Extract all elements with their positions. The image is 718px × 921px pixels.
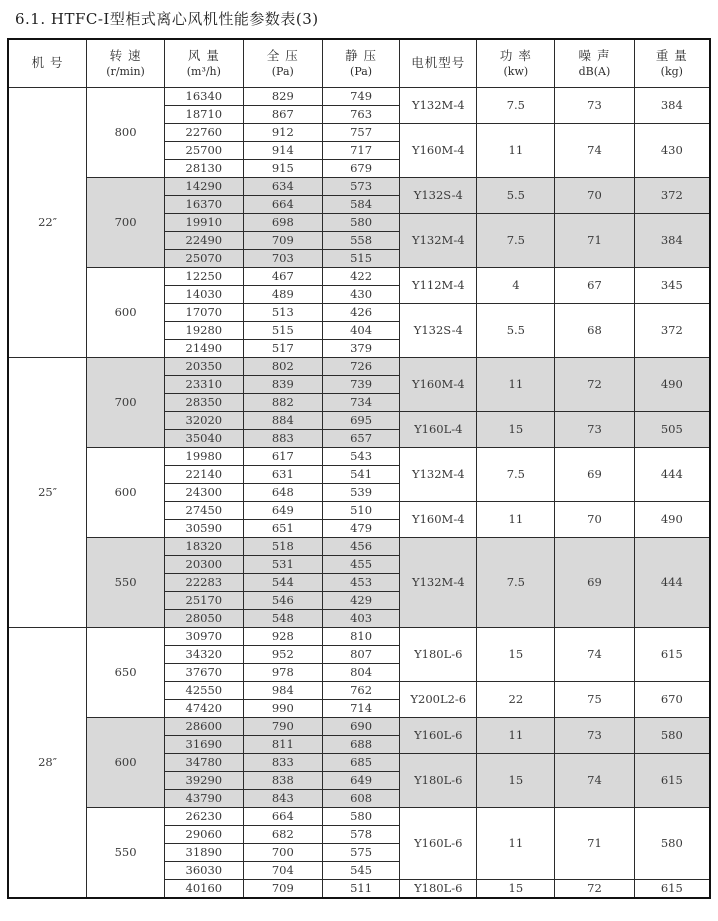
- header-unit: dB(A): [578, 65, 611, 79]
- col-header-static-pressure: [322, 39, 399, 87]
- speed-cell: 800: [87, 87, 165, 177]
- air-flow-cell: 16370: [165, 195, 244, 213]
- air-flow-cell: 21490: [165, 339, 244, 357]
- static-pressure-cell: 657: [322, 429, 399, 447]
- static-pressure-cell: 762: [322, 681, 399, 699]
- air-flow-cell: 35040: [165, 429, 244, 447]
- air-flow-cell: 32020: [165, 411, 244, 429]
- static-pressure-cell: 717: [322, 141, 399, 159]
- motor-model-cell: Y132M-4: [400, 537, 477, 627]
- air-flow-cell: 16340: [165, 87, 244, 105]
- weight-cell: 615: [634, 627, 710, 681]
- power-cell: 11: [477, 123, 555, 177]
- table-row: [8, 537, 710, 555]
- static-pressure-cell: 453: [322, 573, 399, 591]
- total-pressure-cell: 631: [243, 465, 322, 483]
- col-header-weight: [634, 39, 710, 87]
- power-cell: 15: [477, 753, 555, 807]
- total-pressure-cell: 709: [243, 879, 322, 898]
- motor-model-cell: Y112M-4: [400, 267, 477, 303]
- header-label: 噪 声: [578, 48, 611, 64]
- air-flow-cell: 25700: [165, 141, 244, 159]
- header-unit: (kg): [660, 65, 683, 79]
- total-pressure-cell: 649: [243, 501, 322, 519]
- total-pressure-cell: 790: [243, 717, 322, 735]
- total-pressure-cell: 990: [243, 699, 322, 717]
- motor-model-cell: Y132S-4: [400, 177, 477, 213]
- static-pressure-cell: 543: [322, 447, 399, 465]
- air-flow-cell: 47420: [165, 699, 244, 717]
- air-flow-cell: 43790: [165, 789, 244, 807]
- table-body: [8, 87, 710, 898]
- power-cell: 22: [477, 681, 555, 717]
- static-pressure-cell: 511: [322, 879, 399, 898]
- noise-cell: 74: [555, 123, 634, 177]
- total-pressure-cell: 546: [243, 591, 322, 609]
- air-flow-cell: 18320: [165, 537, 244, 555]
- speed-cell: 550: [87, 807, 165, 898]
- noise-cell: 74: [555, 753, 634, 807]
- header-unit: (Pa): [350, 65, 373, 79]
- fan-performance-table: [7, 38, 711, 899]
- total-pressure-cell: 914: [243, 141, 322, 159]
- motor-model-cell: Y180L-6: [400, 627, 477, 681]
- static-pressure-cell: 541: [322, 465, 399, 483]
- air-flow-cell: 34320: [165, 645, 244, 663]
- total-pressure-cell: 709: [243, 231, 322, 249]
- total-pressure-cell: 984: [243, 681, 322, 699]
- total-pressure-cell: 700: [243, 843, 322, 861]
- power-cell: 11: [477, 717, 555, 753]
- static-pressure-cell: 578: [322, 825, 399, 843]
- header-label: 功 率: [499, 48, 532, 64]
- static-pressure-cell: 807: [322, 645, 399, 663]
- total-pressure-cell: 704: [243, 861, 322, 879]
- air-flow-cell: 12250: [165, 267, 244, 285]
- static-pressure-cell: 573: [322, 177, 399, 195]
- power-cell: 4: [477, 267, 555, 303]
- weight-cell: 384: [634, 87, 710, 123]
- power-cell: 7.5: [477, 213, 555, 267]
- static-pressure-cell: 695: [322, 411, 399, 429]
- header-label: 风 量: [187, 48, 220, 64]
- air-flow-cell: 22140: [165, 465, 244, 483]
- motor-model-cell: Y160L-6: [400, 807, 477, 879]
- static-pressure-cell: 539: [322, 483, 399, 501]
- air-flow-cell: 20350: [165, 357, 244, 375]
- total-pressure-cell: 664: [243, 195, 322, 213]
- table-row: [8, 717, 710, 735]
- static-pressure-cell: 739: [322, 375, 399, 393]
- header-unit: (Pa): [271, 65, 294, 79]
- static-pressure-cell: 685: [322, 753, 399, 771]
- total-pressure-cell: 517: [243, 339, 322, 357]
- air-flow-cell: 39290: [165, 771, 244, 789]
- motor-model-cell: Y200L2-6: [400, 681, 477, 717]
- col-header-total-pressure: [243, 39, 322, 87]
- table-row: [8, 627, 710, 645]
- noise-cell: 75: [555, 681, 634, 717]
- air-flow-cell: 19980: [165, 447, 244, 465]
- total-pressure-cell: 811: [243, 735, 322, 753]
- static-pressure-cell: 545: [322, 861, 399, 879]
- col-header-power: [477, 39, 555, 87]
- static-pressure-cell: 426: [322, 303, 399, 321]
- weight-cell: 444: [634, 447, 710, 501]
- motor-model-cell: Y160M-4: [400, 357, 477, 411]
- static-pressure-cell: 679: [322, 159, 399, 177]
- static-pressure-cell: 430: [322, 285, 399, 303]
- total-pressure-cell: 698: [243, 213, 322, 231]
- table-row: [8, 807, 710, 825]
- noise-cell: 73: [555, 411, 634, 447]
- noise-cell: 70: [555, 177, 634, 213]
- noise-cell: 71: [555, 807, 634, 879]
- power-cell: 7.5: [477, 537, 555, 627]
- air-flow-cell: 31890: [165, 843, 244, 861]
- total-pressure-cell: 489: [243, 285, 322, 303]
- total-pressure-cell: 513: [243, 303, 322, 321]
- header-unit: (r/min): [106, 65, 145, 79]
- total-pressure-cell: 682: [243, 825, 322, 843]
- air-flow-cell: 28350: [165, 393, 244, 411]
- static-pressure-cell: 422: [322, 267, 399, 285]
- total-pressure-cell: 843: [243, 789, 322, 807]
- motor-model-cell: Y160M-4: [400, 123, 477, 177]
- header-label: 机 号: [31, 54, 64, 70]
- table-row: [8, 177, 710, 195]
- static-pressure-cell: 404: [322, 321, 399, 339]
- noise-cell: 67: [555, 267, 634, 303]
- noise-cell: 68: [555, 303, 634, 357]
- static-pressure-cell: 575: [322, 843, 399, 861]
- static-pressure-cell: 558: [322, 231, 399, 249]
- col-header-motor-model: [400, 39, 477, 87]
- total-pressure-cell: 518: [243, 537, 322, 555]
- total-pressure-cell: 833: [243, 753, 322, 771]
- air-flow-cell: 18710: [165, 105, 244, 123]
- total-pressure-cell: 531: [243, 555, 322, 573]
- header-unit: (kw): [503, 65, 529, 79]
- weight-cell: 372: [634, 177, 710, 213]
- air-flow-cell: 14290: [165, 177, 244, 195]
- air-flow-cell: 37670: [165, 663, 244, 681]
- speed-cell: 600: [87, 717, 165, 807]
- air-flow-cell: 29060: [165, 825, 244, 843]
- motor-model-cell: Y132M-4: [400, 87, 477, 123]
- static-pressure-cell: 479: [322, 519, 399, 537]
- total-pressure-cell: 867: [243, 105, 322, 123]
- power-cell: 15: [477, 411, 555, 447]
- speed-cell: 700: [87, 177, 165, 267]
- weight-cell: 430: [634, 123, 710, 177]
- noise-cell: 70: [555, 501, 634, 537]
- static-pressure-cell: 757: [322, 123, 399, 141]
- table-row: [8, 447, 710, 465]
- total-pressure-cell: 802: [243, 357, 322, 375]
- motor-model-cell: Y160M-4: [400, 501, 477, 537]
- air-flow-cell: 30970: [165, 627, 244, 645]
- total-pressure-cell: 467: [243, 267, 322, 285]
- static-pressure-cell: 515: [322, 249, 399, 267]
- air-flow-cell: 25170: [165, 591, 244, 609]
- total-pressure-cell: 648: [243, 483, 322, 501]
- static-pressure-cell: 379: [322, 339, 399, 357]
- total-pressure-cell: 664: [243, 807, 322, 825]
- total-pressure-cell: 651: [243, 519, 322, 537]
- weight-cell: 384: [634, 213, 710, 267]
- table-row: [8, 87, 710, 105]
- static-pressure-cell: 510: [322, 501, 399, 519]
- header-label: 重 量: [655, 48, 688, 64]
- col-header-machine-size: [8, 39, 87, 87]
- weight-cell: 372: [634, 303, 710, 357]
- page-title: 6.1. HTFC-I型柜式离心风机性能参数表(3): [15, 10, 319, 28]
- air-flow-cell: 30590: [165, 519, 244, 537]
- air-flow-cell: 19280: [165, 321, 244, 339]
- motor-model-cell: Y180L-6: [400, 879, 477, 898]
- col-header-speed: [87, 39, 165, 87]
- total-pressure-cell: 548: [243, 609, 322, 627]
- total-pressure-cell: 952: [243, 645, 322, 663]
- air-flow-cell: 36030: [165, 861, 244, 879]
- weight-cell: 490: [634, 501, 710, 537]
- air-flow-cell: 42550: [165, 681, 244, 699]
- noise-cell: 69: [555, 537, 634, 627]
- table-header: [8, 39, 710, 87]
- static-pressure-cell: 690: [322, 717, 399, 735]
- static-pressure-cell: 429: [322, 591, 399, 609]
- static-pressure-cell: 584: [322, 195, 399, 213]
- total-pressure-cell: 838: [243, 771, 322, 789]
- power-cell: 11: [477, 357, 555, 411]
- table-row: [8, 357, 710, 375]
- static-pressure-cell: 456: [322, 537, 399, 555]
- header-label: 转 速: [109, 48, 142, 64]
- total-pressure-cell: 928: [243, 627, 322, 645]
- static-pressure-cell: 580: [322, 213, 399, 231]
- air-flow-cell: 14030: [165, 285, 244, 303]
- noise-cell: 73: [555, 87, 634, 123]
- air-flow-cell: 22760: [165, 123, 244, 141]
- motor-model-cell: Y160L-4: [400, 411, 477, 447]
- weight-cell: 490: [634, 357, 710, 411]
- header-unit: (m³/h): [186, 65, 221, 79]
- header-label: 全 压: [266, 48, 299, 64]
- total-pressure-cell: 884: [243, 411, 322, 429]
- total-pressure-cell: 882: [243, 393, 322, 411]
- static-pressure-cell: 455: [322, 555, 399, 573]
- air-flow-cell: 28600: [165, 717, 244, 735]
- air-flow-cell: 31690: [165, 735, 244, 753]
- power-cell: 7.5: [477, 87, 555, 123]
- total-pressure-cell: 915: [243, 159, 322, 177]
- motor-model-cell: Y132M-4: [400, 447, 477, 501]
- static-pressure-cell: 726: [322, 357, 399, 375]
- total-pressure-cell: 703: [243, 249, 322, 267]
- power-cell: 15: [477, 879, 555, 898]
- static-pressure-cell: 734: [322, 393, 399, 411]
- total-pressure-cell: 829: [243, 87, 322, 105]
- static-pressure-cell: 649: [322, 771, 399, 789]
- static-pressure-cell: 749: [322, 87, 399, 105]
- static-pressure-cell: 810: [322, 627, 399, 645]
- total-pressure-cell: 515: [243, 321, 322, 339]
- total-pressure-cell: 912: [243, 123, 322, 141]
- noise-cell: 74: [555, 627, 634, 681]
- power-cell: 15: [477, 627, 555, 681]
- noise-cell: 71: [555, 213, 634, 267]
- speed-cell: 550: [87, 537, 165, 627]
- power-cell: 5.5: [477, 303, 555, 357]
- col-header-noise: [555, 39, 634, 87]
- air-flow-cell: 19910: [165, 213, 244, 231]
- motor-model-cell: Y180L-6: [400, 753, 477, 807]
- static-pressure-cell: 580: [322, 807, 399, 825]
- air-flow-cell: 26230: [165, 807, 244, 825]
- col-header-air-flow: [165, 39, 244, 87]
- static-pressure-cell: 714: [322, 699, 399, 717]
- noise-cell: 73: [555, 717, 634, 753]
- power-cell: 11: [477, 807, 555, 879]
- machine-size-cell: 25″: [8, 357, 87, 627]
- power-cell: 11: [477, 501, 555, 537]
- weight-cell: 580: [634, 807, 710, 879]
- speed-cell: 700: [87, 357, 165, 447]
- static-pressure-cell: 763: [322, 105, 399, 123]
- machine-size-cell: 28″: [8, 627, 87, 898]
- power-cell: 7.5: [477, 447, 555, 501]
- table-row: [8, 267, 710, 285]
- total-pressure-cell: 617: [243, 447, 322, 465]
- noise-cell: 72: [555, 879, 634, 898]
- speed-cell: 650: [87, 627, 165, 717]
- speed-cell: 600: [87, 267, 165, 357]
- static-pressure-cell: 804: [322, 663, 399, 681]
- total-pressure-cell: 634: [243, 177, 322, 195]
- air-flow-cell: 24300: [165, 483, 244, 501]
- air-flow-cell: 25070: [165, 249, 244, 267]
- header-label: 电机型号: [411, 54, 466, 70]
- air-flow-cell: 20300: [165, 555, 244, 573]
- air-flow-cell: 34780: [165, 753, 244, 771]
- header-label: 静 压: [345, 48, 378, 64]
- air-flow-cell: 27450: [165, 501, 244, 519]
- air-flow-cell: 23310: [165, 375, 244, 393]
- machine-size-cell: 22″: [8, 87, 87, 357]
- weight-cell: 580: [634, 717, 710, 753]
- weight-cell: 615: [634, 753, 710, 807]
- air-flow-cell: 17070: [165, 303, 244, 321]
- total-pressure-cell: 839: [243, 375, 322, 393]
- noise-cell: 72: [555, 357, 634, 411]
- total-pressure-cell: 544: [243, 573, 322, 591]
- static-pressure-cell: 403: [322, 609, 399, 627]
- total-pressure-cell: 978: [243, 663, 322, 681]
- static-pressure-cell: 608: [322, 789, 399, 807]
- power-cell: 5.5: [477, 177, 555, 213]
- total-pressure-cell: 883: [243, 429, 322, 447]
- air-flow-cell: 22283: [165, 573, 244, 591]
- weight-cell: 670: [634, 681, 710, 717]
- motor-model-cell: Y160L-6: [400, 717, 477, 753]
- motor-model-cell: Y132S-4: [400, 303, 477, 357]
- weight-cell: 505: [634, 411, 710, 447]
- air-flow-cell: 28130: [165, 159, 244, 177]
- static-pressure-cell: 688: [322, 735, 399, 753]
- motor-model-cell: Y132M-4: [400, 213, 477, 267]
- weight-cell: 345: [634, 267, 710, 303]
- weight-cell: 444: [634, 537, 710, 627]
- noise-cell: 69: [555, 447, 634, 501]
- air-flow-cell: 22490: [165, 231, 244, 249]
- air-flow-cell: 40160: [165, 879, 244, 898]
- speed-cell: 600: [87, 447, 165, 537]
- weight-cell: 615: [634, 879, 710, 898]
- air-flow-cell: 28050: [165, 609, 244, 627]
